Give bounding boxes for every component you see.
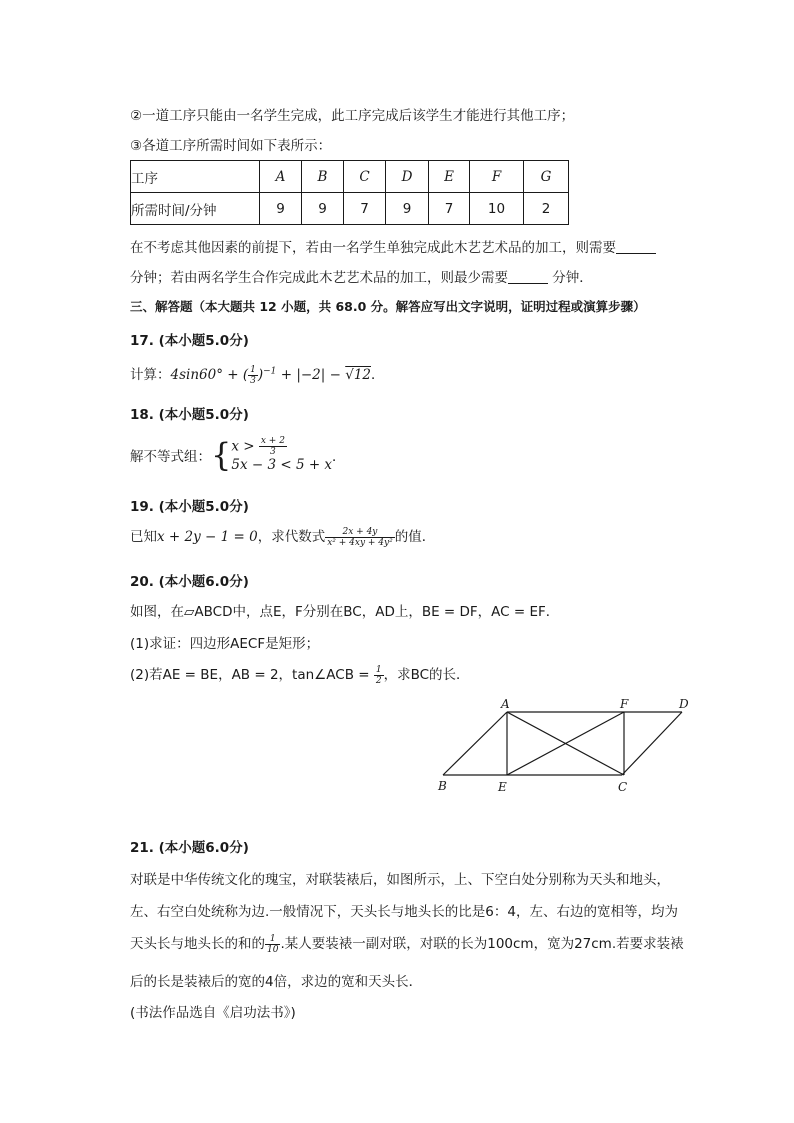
- q17-header: 17. (本小题5.0分): [130, 333, 249, 349]
- fraction-numerator: x + 2: [260, 436, 285, 446]
- fraction-denominator: 3: [270, 447, 276, 457]
- q21-line3: [130, 932, 684, 955]
- table-row: [131, 193, 569, 225]
- brace-icon: {: [211, 436, 232, 474]
- q18-body: [130, 436, 346, 474]
- q21-l3a: 天头长与地头长的和的: [130, 936, 265, 952]
- q19-a: 已知: [130, 529, 157, 545]
- table-cell: C: [344, 161, 386, 193]
- label-a: A: [501, 697, 510, 711]
- q19-b: ，求代数式: [257, 529, 326, 545]
- q19-body: [130, 525, 435, 548]
- q21-header: 21. (本小题6.0分): [130, 840, 249, 856]
- q18-fraction: [259, 436, 287, 457]
- table-cell: 9: [260, 193, 302, 225]
- q20-line1: 如图，在▱ABCD中，点E，F分别在BC，AD上，BE = DF，AC = EF．: [130, 604, 560, 620]
- q21-line1: 对联是中华传统文化的瑰宝，对联装裱后，如图所示，上、下空白处分别称为天头和地头，: [130, 872, 670, 888]
- side-dc: [622, 712, 682, 775]
- line-step2: ②一道工序只能由一名学生完成，此工序完成后该学生才能进行其他工序；: [130, 108, 575, 124]
- parallelogram-figure: [430, 695, 700, 800]
- fraction-denominator: 10: [267, 944, 279, 955]
- q19-c: 的值．: [394, 529, 436, 545]
- q20-header: 20. (本小题6.0分): [130, 574, 249, 590]
- table-cell: E: [429, 161, 470, 193]
- section-heading: 三、解答题（本大题共 12 小题，共 68.0 分。解答应写出文字说明，证明过程或演算步骤）: [130, 299, 646, 314]
- label-d: D: [679, 697, 689, 711]
- fraction-denominator: 2: [375, 675, 382, 686]
- q17-prefix: 计算：: [130, 367, 171, 383]
- q17-exponent: −1: [263, 366, 277, 377]
- table-cell: 所需时间/分钟: [131, 193, 260, 225]
- fraction-denominator: 3: [250, 375, 256, 386]
- q18-header: 18. (本小题5.0分): [130, 407, 249, 423]
- table-cell: B: [302, 161, 344, 193]
- fraction-numerator: 1: [250, 364, 256, 375]
- q17-end: ．: [371, 367, 385, 383]
- line-step3: ③各道工序所需时间如下表所示：: [130, 138, 332, 154]
- label-f: F: [620, 697, 629, 711]
- q18-line2: 5x − 3 < 5 + x: [231, 457, 333, 473]
- q18-system: [231, 436, 332, 474]
- q20-l3b: ，求BC的长．: [383, 667, 470, 683]
- q17-term3: + |−2| −: [276, 367, 346, 383]
- q20-line2: (1)求证：四边形AECF是矩形；: [130, 636, 320, 652]
- fraction-numerator: 1: [265, 934, 280, 945]
- table-cell: D: [386, 161, 429, 193]
- answer-blank: [616, 240, 656, 254]
- table-cell: 工序: [131, 161, 260, 193]
- q21-line5: (书法作品选自《启功法书》): [130, 1005, 296, 1021]
- q16-text-c: 分钟．: [552, 270, 593, 286]
- process-time-table: [130, 160, 569, 225]
- table-row: [131, 161, 569, 193]
- q20-l3a: (2)若AE = BE，AB = 2，tan∠ACB =: [130, 667, 374, 683]
- label-e: E: [498, 780, 507, 794]
- q18-end: ．: [332, 449, 346, 465]
- q18-prefix: 解不等式组：: [130, 449, 211, 465]
- table-cell: 7: [429, 193, 470, 225]
- table-cell: G: [524, 161, 569, 193]
- fraction-numerator: 2x + 4y: [325, 527, 395, 538]
- table-cell: A: [260, 161, 302, 193]
- q18-l1a: x >: [231, 438, 259, 455]
- q17-sqrt: √12: [345, 367, 371, 383]
- q21-fraction: [265, 934, 280, 955]
- q16-text-a: 在不考虑其他因素的前提下，若由一名学生单独完成此木艺艺术品的加工，则需要: [130, 240, 616, 256]
- q21-line2: 左、右空白处统称为边.一般情况下，天头长与地头长的比是6：4，左、右边的宽相等，均为: [130, 904, 678, 920]
- q17-fraction: [248, 365, 258, 386]
- fraction-denominator: x² + 4xy + 4y²: [327, 537, 393, 548]
- q19-equation: x + 2y − 1 = 0: [157, 529, 258, 545]
- table-cell: 9: [386, 193, 429, 225]
- table-cell: F: [470, 161, 524, 193]
- q19-fraction: [325, 527, 395, 548]
- q20-fraction: [374, 665, 384, 686]
- q17-term2: ): [257, 367, 264, 383]
- table-cell: 2: [524, 193, 569, 225]
- table-cell: 10: [470, 193, 524, 225]
- table-cell: 7: [344, 193, 386, 225]
- label-b: B: [438, 779, 447, 793]
- label-c: C: [618, 780, 628, 794]
- fraction-numerator: 1: [375, 664, 382, 675]
- q20-line3: [130, 663, 470, 686]
- q19-header: 19. (本小题5.0分): [130, 499, 249, 515]
- table-cell: 9: [302, 193, 344, 225]
- q18-line1: [231, 436, 332, 457]
- q21-l3b: .某人要装裱一副对联，对联的长为100cm，宽为27cm.若要求装裱: [280, 936, 684, 952]
- q17-body: [130, 363, 385, 386]
- q16-line2: [130, 266, 593, 286]
- answer-blank: [508, 270, 548, 284]
- q17-term1: 4sin60° + (: [170, 367, 249, 383]
- q16-text-b: 分钟；若由两名学生合作完成此木艺艺术品的加工，则最少需要: [130, 270, 508, 286]
- side-ab: [443, 712, 507, 775]
- q16-line1: [130, 236, 656, 256]
- q21-line4: 后的长是装裱后的宽的4倍，求边的宽和天头长．: [130, 974, 423, 990]
